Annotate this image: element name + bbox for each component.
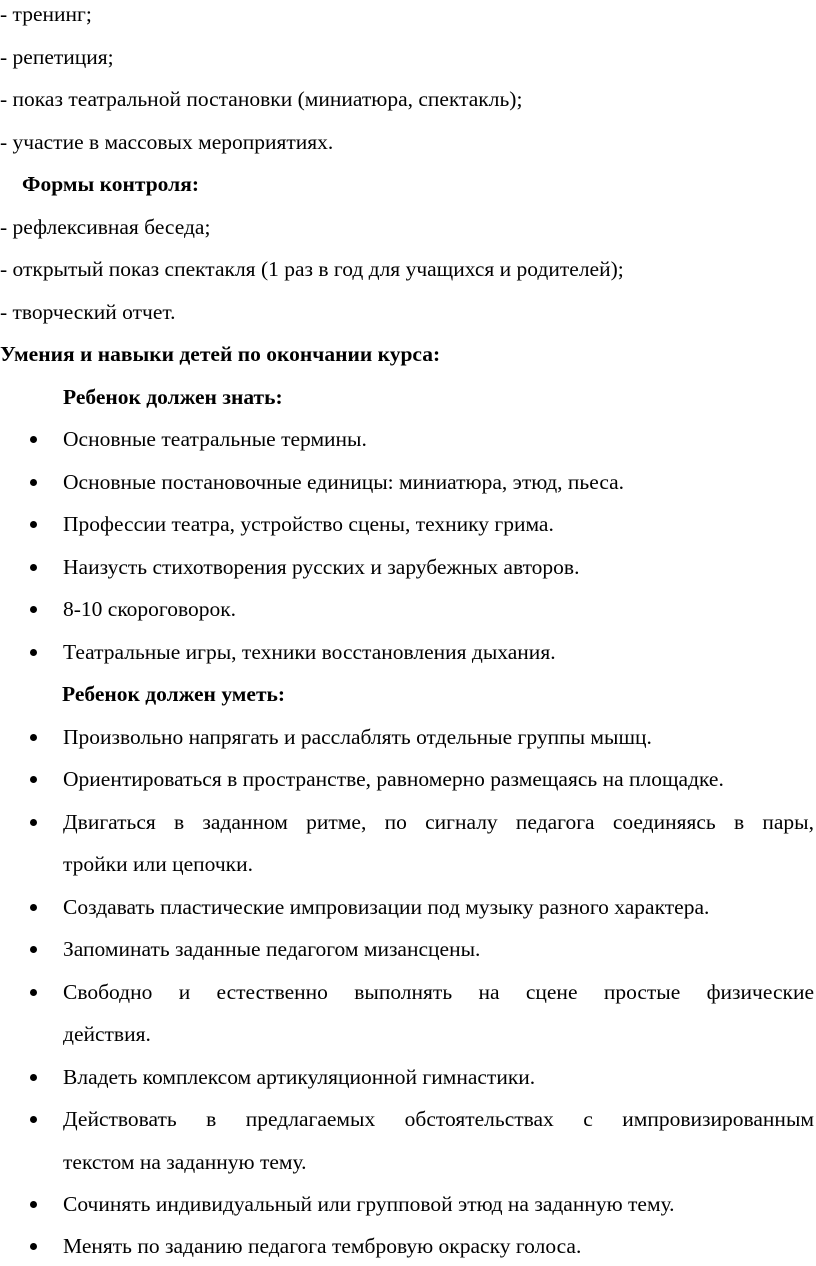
bullet-icon xyxy=(30,479,37,486)
list-item: Профессии театра, устройство сцены, технику грима. xyxy=(63,512,554,536)
bullet-icon xyxy=(30,734,37,741)
list-item: - открытый показ спектакля (1 раз в год для учащихся и родителей); xyxy=(0,257,624,281)
bullet-icon xyxy=(30,1201,37,1208)
bullet-icon xyxy=(30,436,37,443)
subheading-know: Ребенок должен знать: xyxy=(63,385,283,409)
list-item-continuation: действия. xyxy=(63,1022,151,1046)
bullet-icon xyxy=(30,946,37,953)
list-item: Основные постановочные единицы: миниатюра, этюд, пьеса. xyxy=(63,470,625,494)
list-item: Свободно и естественно выполнять на сцене простые физические xyxy=(63,980,814,1004)
section-heading-control: Формы контроля: xyxy=(22,172,199,196)
list-item: Произвольно напрягать и расслаблять отдельные группы мышц. xyxy=(63,725,652,749)
list-item: Действовать в предлагаемых обстоятельствах с импровизированным xyxy=(63,1107,814,1131)
list-item: - тренинг; xyxy=(0,2,92,26)
list-item-continuation: текстом на заданную тему. xyxy=(63,1150,307,1174)
section-heading-skills: Умения и навыки детей по окончании курса: xyxy=(0,342,441,366)
list-item: Ориентироваться в пространстве, равномерно размещаясь на площадке. xyxy=(63,767,724,791)
list-item: Владеть комплексом артикуляционной гимнастики. xyxy=(63,1065,536,1089)
list-item: Сочинять индивидуальный или групповой этюд на заданную тему. xyxy=(63,1192,675,1216)
list-item: Наизусть стихотворения русских и зарубежных авторов. xyxy=(63,555,580,579)
list-item-continuation: тройки или цепочки. xyxy=(63,852,253,876)
bullet-icon xyxy=(30,1243,37,1250)
list-item: - показ театральной постановки (миниатюра, спектакль); xyxy=(0,87,523,111)
bullet-icon xyxy=(30,521,37,528)
list-item: Создавать пластические импровизации под музыку разного характера. xyxy=(63,895,710,919)
bullet-icon xyxy=(30,989,37,996)
bullet-icon xyxy=(30,606,37,613)
list-item: - творческий отчет. xyxy=(0,300,176,324)
list-item: - рефлексивная беседа; xyxy=(0,215,211,239)
bullet-icon xyxy=(30,1116,37,1123)
bullet-icon xyxy=(30,564,37,571)
list-item: Менять по заданию педагога тембровую окраску голоса. xyxy=(63,1234,582,1258)
list-item: Основные театральные термины. xyxy=(63,427,367,451)
bullet-icon xyxy=(30,819,37,826)
subheading-can: Ребенок должен уметь: xyxy=(62,682,286,706)
list-item: - участие в массовых мероприятиях. xyxy=(0,130,334,154)
bullet-icon xyxy=(30,904,37,911)
bullet-icon xyxy=(30,649,37,656)
bullet-icon xyxy=(30,1074,37,1081)
list-item: - репетиция; xyxy=(0,45,114,69)
list-item: 8-10 скороговорок. xyxy=(63,597,237,621)
bullet-icon xyxy=(30,776,37,783)
list-item: Двигаться в заданном ритме, по сигналу педагога соединяясь в пары, xyxy=(63,810,814,834)
list-item: Запоминать заданные педагогом мизансцены. xyxy=(63,937,481,961)
list-item: Театральные игры, техники восстановления дыхания. xyxy=(63,640,556,664)
